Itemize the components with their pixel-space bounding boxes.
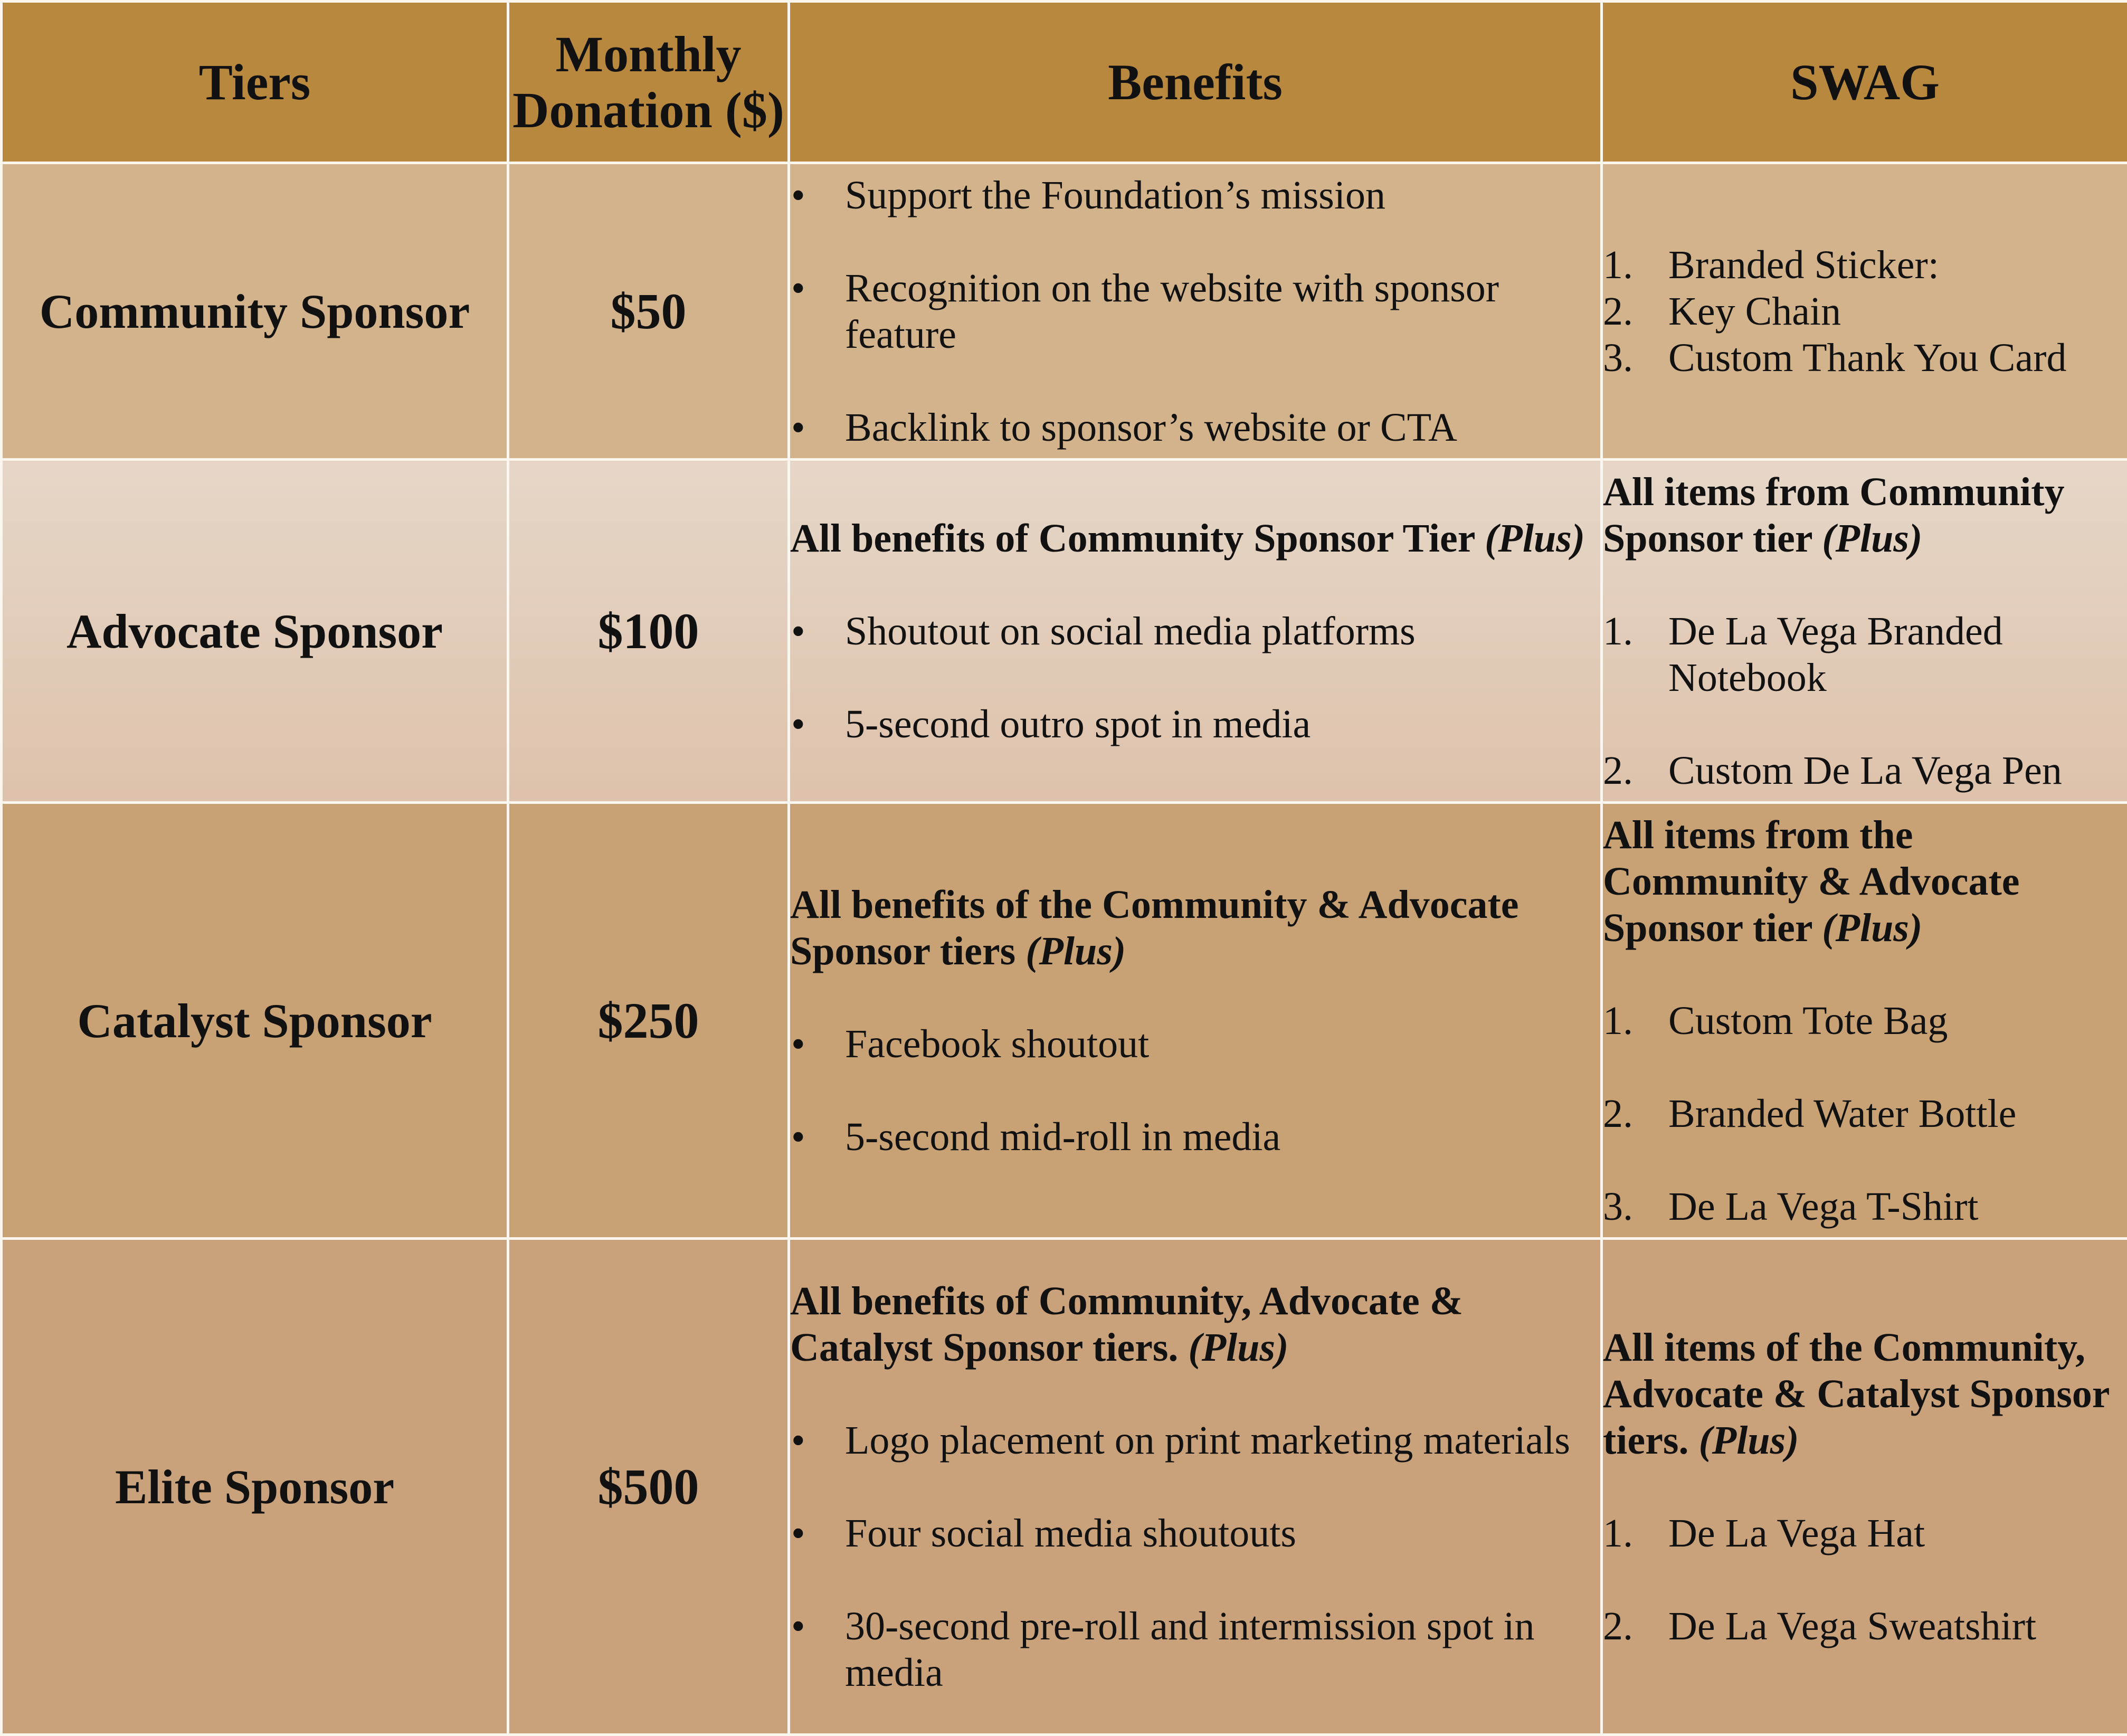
swag-list [1603,1510,2127,1649]
benefits-list [790,1417,1600,1696]
plus-label: (Plus) [1188,1325,1288,1370]
swag-cell [1602,803,2127,1239]
benefit-item: • 5-second outro spot in media [790,701,1600,747]
tier-row-catalyst [2,803,2127,1239]
plus-label: (Plus) [1822,906,1922,950]
header-swag: SWAG [1602,2,2127,163]
plus-label: (Plus) [1822,516,1922,561]
benefits-list [790,608,1600,747]
swag-list [1603,242,2127,381]
tier-amount: $100 [508,460,789,803]
swag-item [1603,1603,2127,1649]
tier-name: Elite Sponsor [2,1239,508,1735]
swag-item-text: De La Vega Hat [1668,1511,1925,1555]
header-benefits: Benefits [789,2,1602,163]
swag-intro: All items of the Community, Advocate & Catalyst Sponsor tiers. (Plus) [1603,1324,2127,1464]
list-number: 2. [1603,747,1633,794]
plus-label: (Plus) [1485,516,1585,561]
tier-name: Community Sponsor [2,163,508,460]
swag-item [1603,1090,2127,1137]
swag-item-text: Branded Sticker: [1668,243,1939,287]
benefit-item: • Support the Foundation’s mission [790,172,1600,219]
swag-cell [1602,163,2127,460]
list-number: 3. [1603,1183,1633,1230]
list-number: 1. [1603,1510,1633,1557]
benefits-cell [789,460,1602,803]
swag-cell [1602,1239,2127,1735]
benefit-item: • Shoutout on social media platforms [790,608,1600,654]
benefits-cell [789,1239,1602,1735]
swag-item-text: Branded Water Bottle [1668,1092,2016,1136]
benefits-intro: All benefits of the Community & Advocate Sponsor tiers (Plus) [790,881,1600,974]
header-row [2,2,2127,163]
swag-intro: All items from Community Sponsor tier (Plus) [1603,469,2127,562]
tier-row-elite [2,1239,2127,1735]
list-number: 3. [1603,335,1633,381]
swag-item [1603,1183,2127,1230]
benefits-list [790,172,1600,451]
benefit-item: • Logo placement on print marketing materials [790,1417,1600,1464]
benefit-item: • Recognition on the website with sponsor feature [790,265,1600,358]
list-number: 2. [1603,1603,1633,1649]
plus-label: (Plus) [1025,929,1126,973]
swag-intro: All items from the Community & Advocate Sponsor tier (Plus) [1603,812,2127,951]
swag-item-text: Custom Thank You Card [1668,336,2066,380]
benefit-item: • Four social media shoutouts [790,1510,1600,1557]
list-number: 2. [1603,288,1633,335]
swag-item-text: Custom Tote Bag [1668,999,1948,1043]
benefit-item: • 30-second pre-roll and intermission spot in media [790,1603,1600,1696]
list-number: 1. [1603,608,1633,654]
benefits-intro: All benefits of Community, Advocate & Catalyst Sponsor tiers. (Plus) [790,1278,1600,1371]
swag-item [1603,335,2127,381]
tier-name: Catalyst Sponsor [2,803,508,1239]
swag-item [1603,288,2127,335]
list-number: 2. [1603,1090,1633,1137]
list-number: 1. [1603,998,1633,1044]
swag-list [1603,608,2127,794]
benefits-cell [789,803,1602,1239]
swag-list [1603,998,2127,1230]
plus-label: (Plus) [1698,1418,1799,1463]
benefits-list [790,1021,1600,1160]
swag-item-text: De La Vega T-Shirt [1668,1184,1979,1229]
swag-item [1603,1510,2127,1557]
tier-amount: $500 [508,1239,789,1735]
swag-item [1603,747,2127,794]
swag-item-text: Custom De La Vega Pen [1668,748,2062,793]
benefit-item: • Facebook shoutout [790,1021,1600,1067]
swag-item-text: De La Vega Sweatshirt [1668,1604,2036,1648]
list-number: 1. [1603,242,1633,288]
swag-item [1603,998,2127,1044]
swag-cell [1602,460,2127,803]
swag-item-text: Key Chain [1668,289,1841,334]
swag-item [1603,242,2127,288]
tier-row-community [2,163,2127,460]
benefits-intro: All benefits of Community Sponsor Tier (Plus) [790,515,1600,562]
benefits-cell [789,163,1602,460]
tier-amount: $250 [508,803,789,1239]
benefit-item: • Backlink to sponsor’s website or CTA [790,404,1600,451]
tier-name: Advocate Sponsor [2,460,508,803]
swag-item-text: De La Vega Branded Notebook [1668,609,2003,700]
tier-row-advocate [2,460,2127,803]
tier-amount: $50 [508,163,789,460]
header-monthly-donation: Monthly Donation ($) [508,2,789,163]
swag-item [1603,608,2127,701]
header-tiers: Tiers [2,2,508,163]
benefit-item: • 5-second mid-roll in media [790,1114,1600,1160]
